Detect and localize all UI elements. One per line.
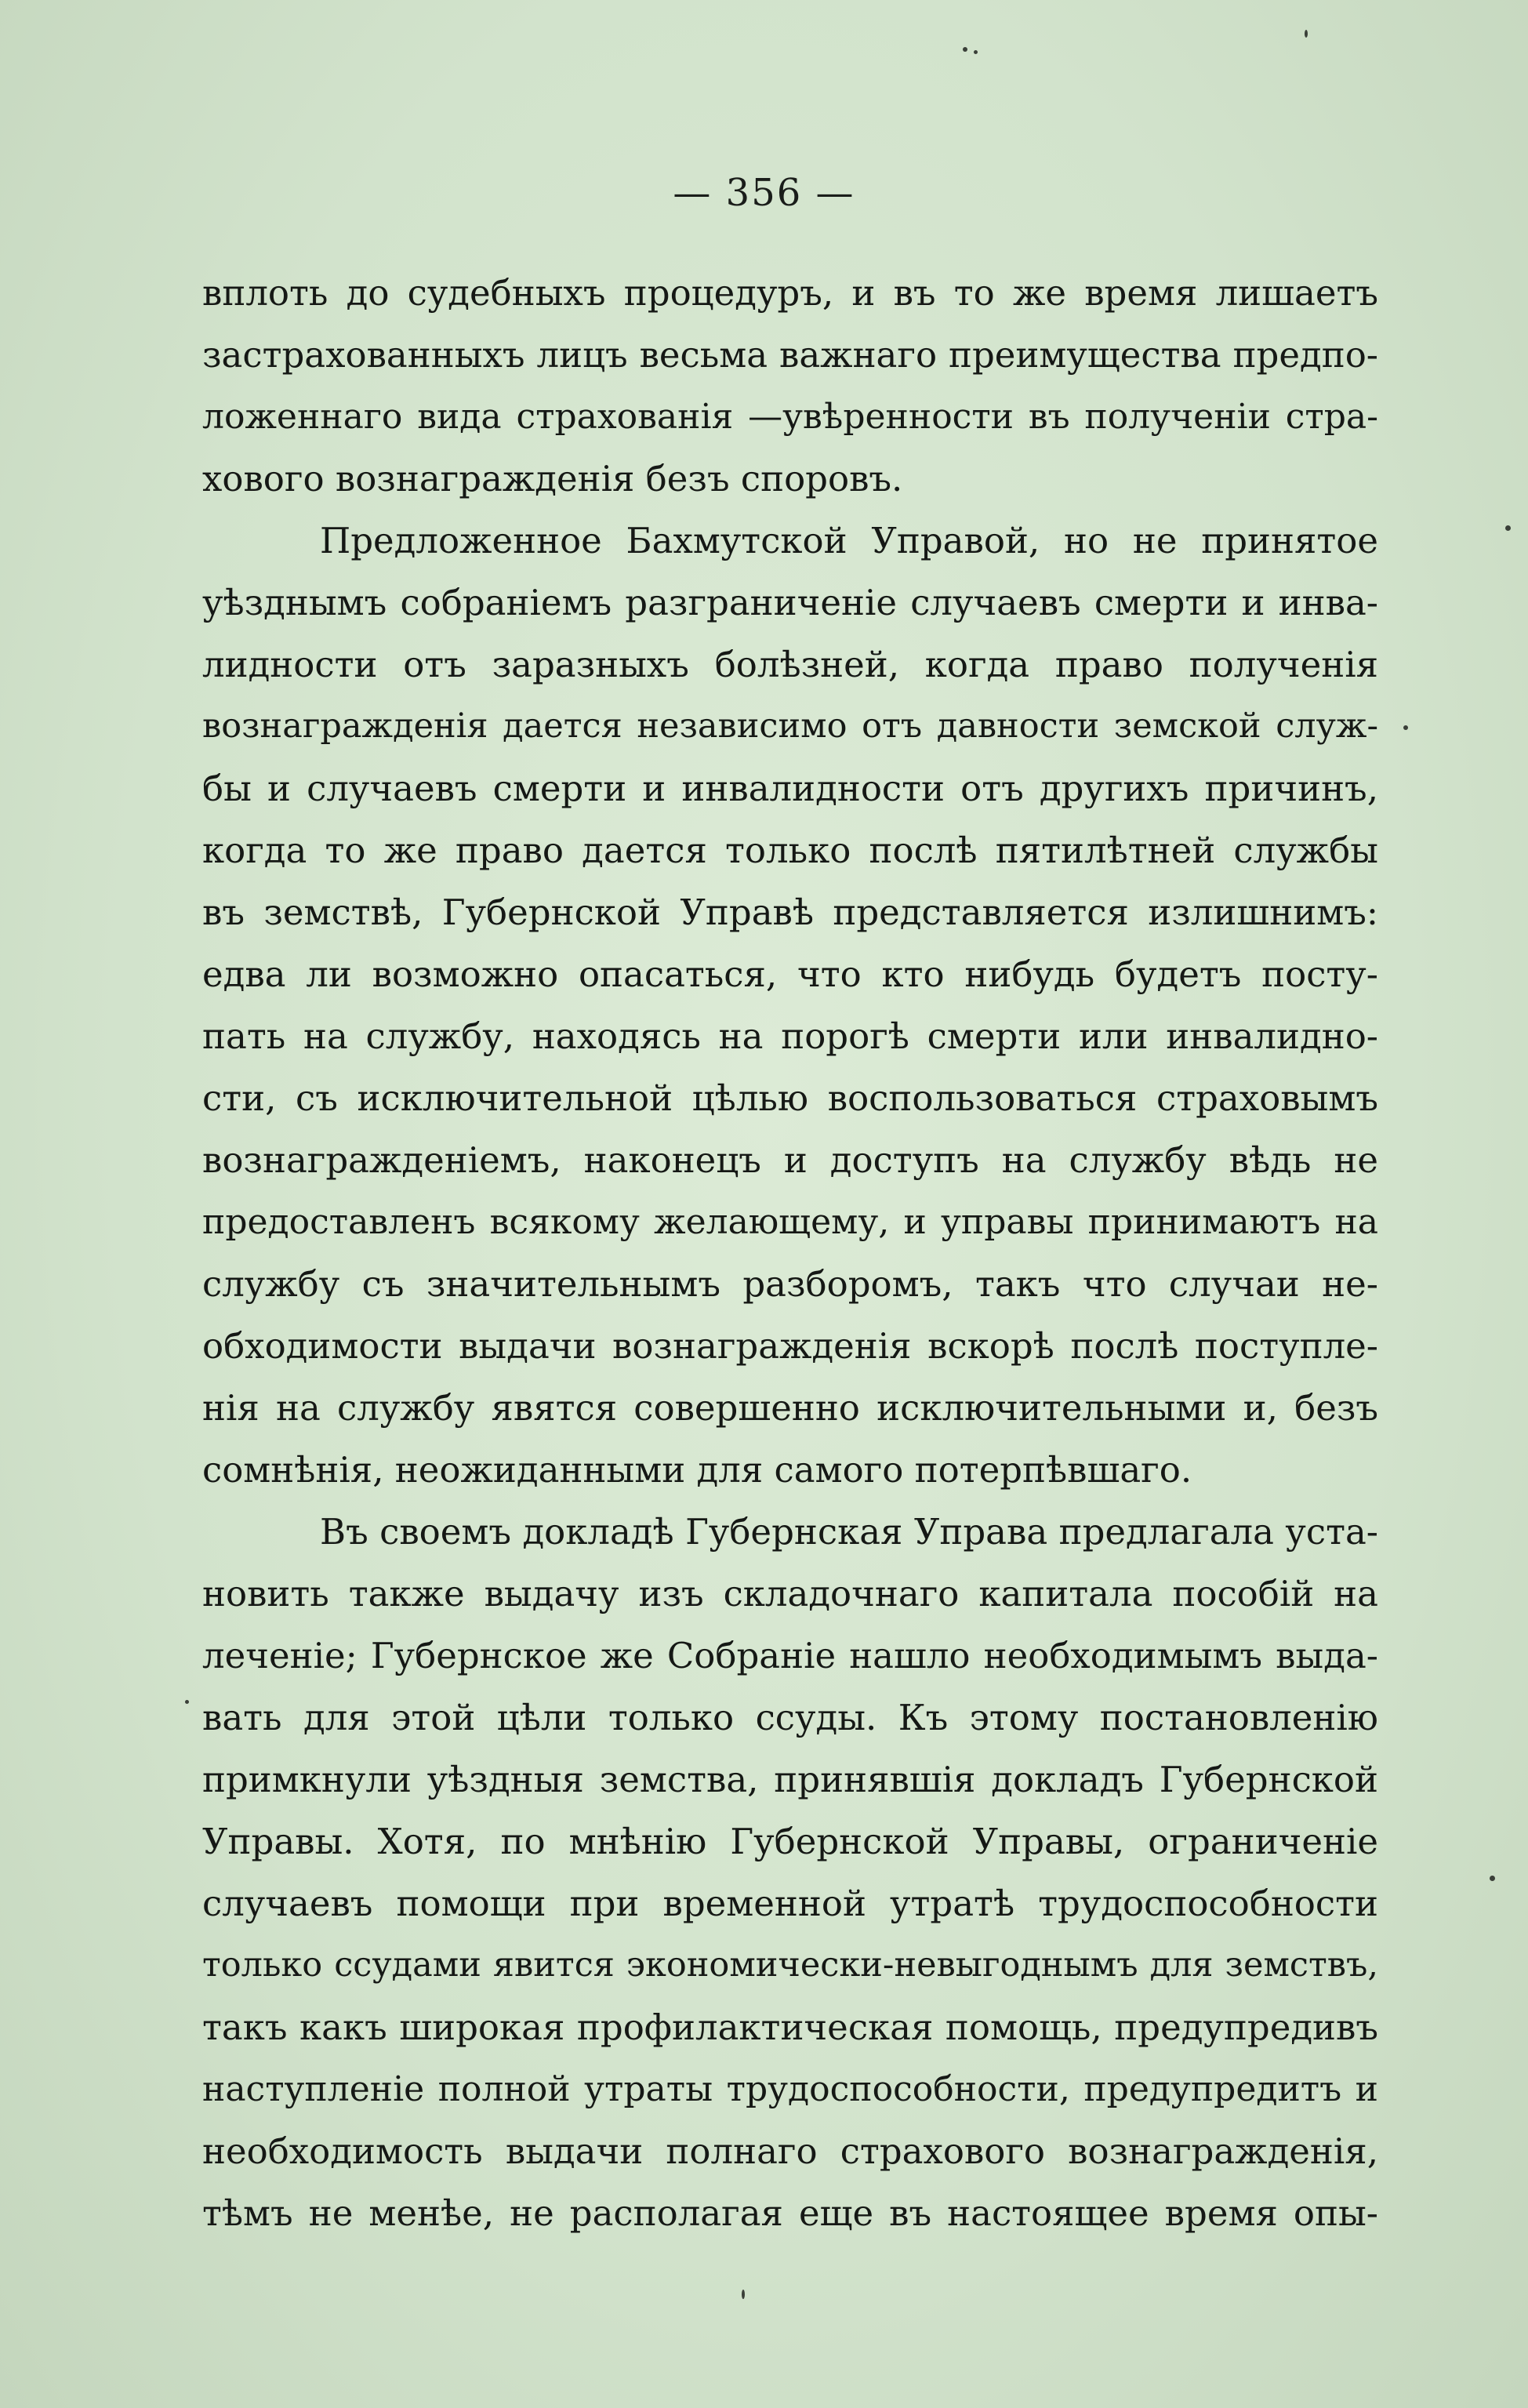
text-body — [202, 262, 1378, 2244]
text-line: тѣмъ не менѣе, не располагая еще въ настоящее время опы- — [202, 2192, 1378, 2234]
text-line: только ссудами явится экономически-невыгоднымъ для земствъ, — [202, 1945, 1378, 1985]
text-line: необходимость выдачи полнаго страхового вознагражденія, — [202, 2130, 1378, 2172]
paper-speck — [1490, 1876, 1495, 1881]
text-line: леченіе; Губернское же Собраніе нашло необходимымъ выда- — [202, 1635, 1378, 1676]
text-line: вать для этой цѣли только ссуды. Къ этому постановленію — [202, 1697, 1378, 1738]
text-line: уѣзднымъ собраніемъ разграниченіе случаевъ смерти и инва- — [202, 582, 1378, 623]
paper-speck — [974, 50, 978, 54]
text-line: сомнѣнія, неожиданными для самого потерпѣвшаго. — [202, 1449, 1192, 1491]
text-line: ложеннаго вида страхованія —увѣренности въ полученіи стра- — [202, 397, 1378, 437]
text-line: Управы. Хотя, по мнѣнію Губернской Управы, ограниченіе — [202, 1821, 1378, 1862]
paper-speck — [742, 2290, 745, 2299]
text-line: Въ своемъ докладѣ Губернская Управа предлагала уста- — [320, 1511, 1378, 1553]
text-line: нія на службу явятся совершенно исключительными и, безъ — [202, 1387, 1378, 1429]
text-line: вознагражденіемъ, наконецъ и доступъ на службу вѣдь не — [202, 1139, 1378, 1181]
text-line: хового вознагражденія безъ споровъ. — [202, 458, 903, 499]
text-line: примкнули уѣздныя земства, принявшія докладъ Губернской — [202, 1759, 1378, 1800]
text-line: наступленіе полной утраты трудоспособности, предупредитъ и — [202, 2069, 1378, 2109]
text-line: сти, съ исключительной цѣлью воспользоваться страховымъ — [202, 1077, 1378, 1119]
text-line: Предложенное Бахмутской Управой, но не принятое — [320, 520, 1378, 561]
text-line: случаевъ помощи при временной утратѣ трудоспособности — [202, 1883, 1378, 1924]
paper-speck — [1305, 30, 1308, 38]
text-line: новить также выдачу изъ складочнаго капитала пособій на — [202, 1573, 1378, 1614]
paper-speck — [185, 1700, 189, 1704]
text-line: бы и случаевъ смерти и инвалидности отъ другихъ причинъ, — [202, 768, 1378, 809]
text-line: службу съ значительнымъ разборомъ, такъ что случаи не- — [202, 1263, 1378, 1305]
text-line: такъ какъ широкая профилактическая помощь, предупредивъ — [202, 2007, 1378, 2048]
page-number: — 356 — — [673, 171, 855, 215]
paper-speck — [1403, 725, 1408, 730]
text-line: застрахованныхъ лицъ весьма важнаго преимущества предпо- — [202, 334, 1378, 376]
text-line: пать на службу, находясь на порогѣ смерти или инвалидно- — [202, 1015, 1378, 1057]
text-line: предоставленъ всякому желающему, и управы принимаютъ на — [202, 1202, 1378, 1242]
text-line: обходимости выдачи вознагражденія вскорѣ послѣ поступле- — [202, 1325, 1378, 1367]
text-line: вплоть до судебныхъ процедуръ, и въ то же время лишаетъ — [202, 272, 1378, 314]
text-line: едва ли возможно опасаться, что кто нибудь будетъ посту- — [202, 953, 1378, 995]
paper-speck — [963, 47, 967, 52]
text-line: въ земствѣ, Губернской Управѣ представляется излишнимъ: — [202, 892, 1378, 933]
text-line: лидности отъ заразныхъ болѣзней, когда право полученія — [202, 644, 1378, 685]
text-line: вознагражденія дается независимо отъ давности земской служ- — [202, 706, 1378, 746]
text-line: когда то же право дается только послѣ пятилѣтней службы — [202, 830, 1378, 871]
paper-speck — [1505, 525, 1511, 531]
